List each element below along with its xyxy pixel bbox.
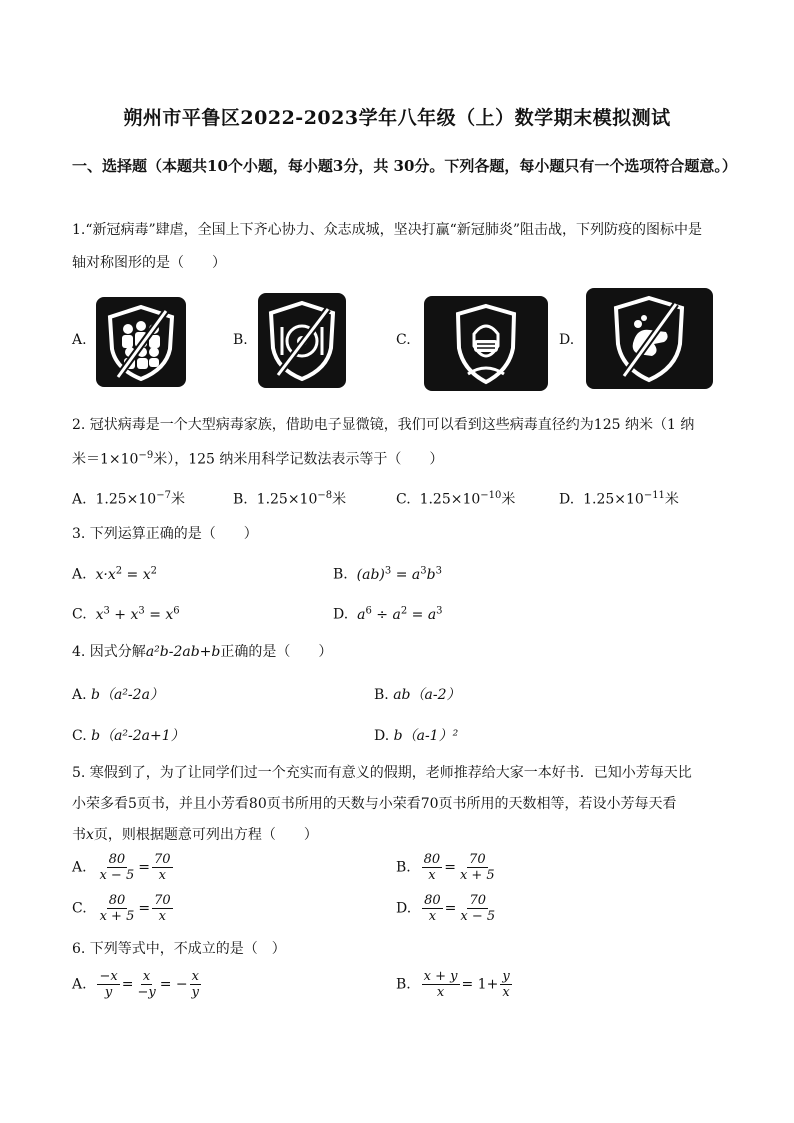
q1-option-c-label: C. bbox=[396, 332, 411, 348]
question-3-stem: 3. 下列运算正确的是（ ） bbox=[72, 526, 258, 542]
q2-option-b: B. $1.25\times 10^{-8}$米 bbox=[233, 490, 347, 508]
question-4-stem: 4. 因式分解a²b-2ab+b正确的是（ ） bbox=[72, 644, 333, 660]
question-5-line-2: 小荣多看5页书，并且小芳看80页书所用的天数与小荣看70页书所用的天数相等，若设小芳每天看 bbox=[72, 796, 677, 812]
q5-option-b: B. $\frac{80}{x}$ = $\frac{70}{x + 5}$ bbox=[396, 852, 495, 883]
q4-option-a: A. b（a²-2a） bbox=[72, 687, 164, 703]
question-6-stem: 6. 下列等式中，不成立的是（ ） bbox=[72, 941, 286, 957]
q5-option-a: A. $\frac{80}{x - 5}$ = $\frac{70}{x}$ bbox=[72, 852, 171, 883]
no-dining-shield-icon bbox=[258, 293, 346, 388]
question-2-line-2: 米$=1\times 10^{-9}$米），125 纳米用科学记数法表示等于（ ） bbox=[72, 450, 444, 468]
q1-option-a-label: A. bbox=[72, 332, 87, 348]
q5-option-c: C. $\frac{80}{x + 5}$ = $\frac{70}{x}$ bbox=[72, 893, 171, 924]
q4-option-c: C. b（a²-2a+1） bbox=[72, 728, 185, 744]
question-5-line-1: 5. 寒假到了，为了让同学们过一个充实而有意义的假期，老师推荐给大家一本好书．已知小芳每天比 bbox=[72, 765, 692, 781]
q4-option-d: D. b（a-1）² bbox=[374, 728, 459, 744]
q1-option-b-label: B. bbox=[233, 332, 248, 348]
question-2-line-1: 2. 冠状病毒是一个大型病毒家族，借助电子显微镜，我们可以看到这些病毒直径约为125 纳米（1 纳 bbox=[72, 417, 695, 433]
q5-option-d: D. $\frac{80}{x}$ = $\frac{70}{x - 5}$ bbox=[396, 893, 496, 924]
crowd-shield-icon bbox=[96, 297, 186, 387]
q2-option-c: C. $1.25\times 10^{-10}$米 bbox=[396, 490, 516, 508]
q3-option-b: B. $(ab)^3 = a^3b^3$ bbox=[333, 565, 442, 583]
q3-option-c: C. $x^3 + x^3 = x^6$ bbox=[72, 605, 180, 623]
question-1-line-2: 轴对称图形的是（ ） bbox=[72, 255, 226, 271]
q6-option-b: B. $\frac{x + y}{x}$ = 1+ $\frac{y}{x}$ bbox=[396, 969, 510, 1000]
section-heading: 一、选择题（本题共10个小题，每小题3分，共 30分。下列各题，每小题只有一个选项符合题意。） bbox=[72, 157, 737, 175]
q2-option-a: A. $1.25\times 10^{-7}$米 bbox=[72, 490, 185, 508]
q6-option-a: A. $\frac{-x}{y}$ = $\frac{x}{-y}$ = − $\frac{x}{y}$ bbox=[72, 969, 199, 1000]
q4-option-b: B. ab（a-2） bbox=[374, 687, 461, 703]
q1-option-d-label: D. bbox=[559, 332, 575, 348]
question-1-line-1: 1.“新冠病毒”肆虐，全国上下齐心协力、众志成城，坚决打赢“新冠肺炎”阻击战，下列防疫的图标中是 bbox=[72, 222, 702, 238]
page-title: 朔州市平鲁区2022-2023学年八年级（上）数学期末模拟测试 bbox=[123, 107, 671, 129]
q3-option-d: D. $a^6 \div a^2 = a^3$ bbox=[333, 605, 443, 623]
q2-option-d: D. $1.25\times 10^{-11}$米 bbox=[559, 490, 679, 508]
q3-option-a: A. $x\cdot x^2 = x^2$ bbox=[72, 565, 157, 583]
handwashing-shield-icon bbox=[586, 288, 713, 389]
face-mask-shield-icon bbox=[424, 296, 548, 391]
question-5-line-3: 书x页，则根据题意可列出方程（ ） bbox=[72, 827, 318, 843]
